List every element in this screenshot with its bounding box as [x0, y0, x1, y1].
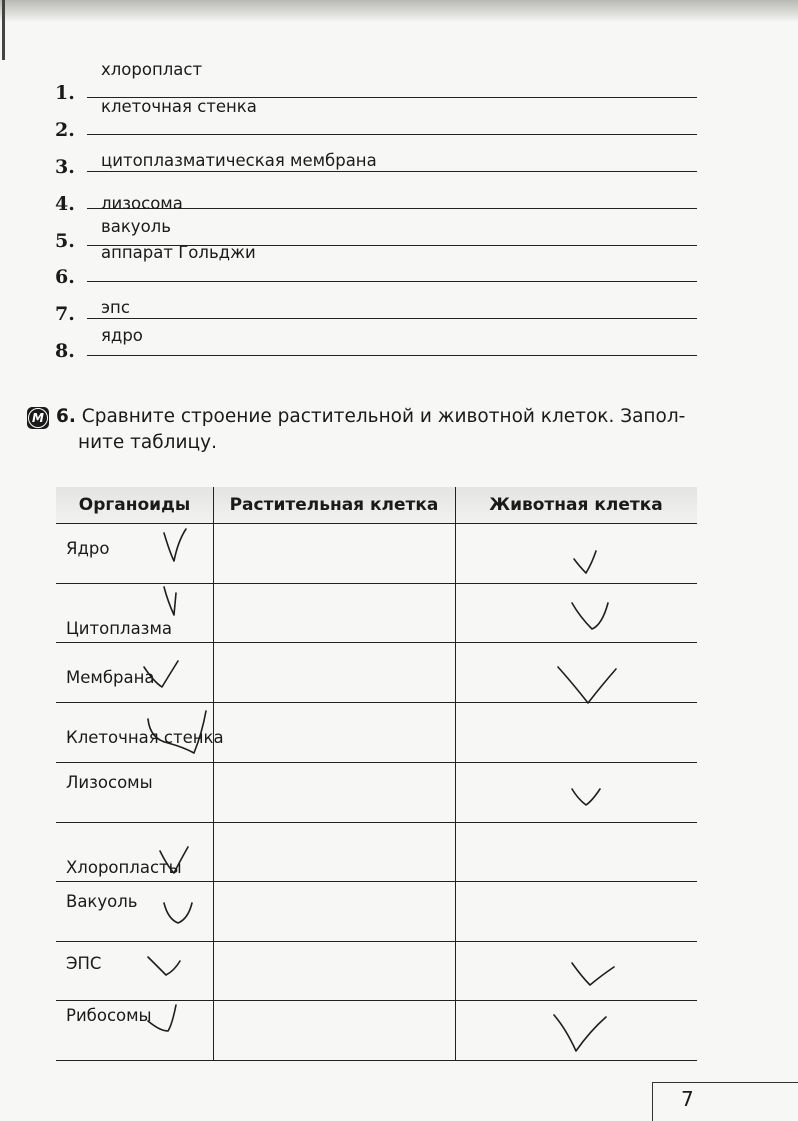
organoid-name: Вакуоль	[66, 892, 138, 911]
organoid-name: Мембрана	[66, 668, 155, 687]
checkmark-icon-animal	[572, 603, 608, 629]
handwritten-answer: аппарат Гольджи	[101, 243, 256, 262]
checkmark-icon-plant	[164, 903, 192, 923]
checkmark-icon-animal	[574, 551, 596, 573]
organoid-name: Хлоропласты	[66, 858, 182, 877]
item-number: 4.	[55, 193, 75, 215]
handwritten-answer: лизосома	[101, 194, 183, 213]
answer-line	[87, 318, 697, 319]
checkmark-icon-plant	[164, 529, 186, 561]
handwritten-answer: вакуоль	[101, 217, 171, 236]
answer-line	[87, 134, 697, 135]
item-number: 2.	[55, 119, 75, 141]
item-number: 5.	[55, 230, 75, 252]
header-plant-cell: Растительная клетка	[229, 495, 439, 515]
organoid-name: ЭПС	[66, 954, 102, 973]
list-item	[55, 326, 697, 362]
handwritten-answer: клеточная стенка	[101, 97, 257, 116]
checkmark-icon-plant	[148, 1005, 176, 1031]
list-item	[55, 216, 697, 252]
organoid-name: Рибосомы	[66, 1006, 152, 1025]
task-text-line2: ните таблицу.	[78, 432, 217, 453]
m-badge-icon: M	[27, 407, 49, 429]
checkmark-icon-animal	[572, 963, 614, 985]
handwritten-answer: эпс	[101, 298, 130, 317]
page-number: 7	[681, 1087, 694, 1111]
list-item	[55, 60, 697, 104]
list-item	[55, 142, 697, 178]
checkmark-icon-plant	[160, 847, 188, 873]
comparison-table	[56, 487, 697, 1061]
checkmark-icon-plant	[148, 957, 180, 975]
list-item	[55, 179, 697, 215]
item-number: 7.	[55, 303, 75, 325]
task-text-line1: Сравните строение растительной и животной клеток. Запол-	[81, 406, 686, 427]
answer-line	[87, 281, 697, 282]
list-item	[55, 289, 697, 325]
answer-line	[87, 171, 697, 172]
checkmark-icon-plant	[164, 587, 176, 615]
task-text	[56, 404, 706, 456]
organoid-name: Цитоплазма	[66, 619, 173, 638]
handwritten-answer: цитоплазматическая мембрана	[101, 151, 377, 170]
handwritten-answer: хлоропласт	[101, 60, 203, 79]
organoid-name: Лизосомы	[66, 773, 153, 792]
checkmark-icon-animal	[572, 789, 600, 805]
checkmark-icon-plant	[144, 661, 178, 687]
checkmark-icon-animal	[558, 667, 616, 703]
organoid-name: Клеточная стенка	[66, 728, 224, 747]
checkmark-icon-plant	[148, 711, 206, 753]
list-item	[55, 243, 697, 288]
list-item	[55, 97, 697, 141]
organoid-name: Ядро	[66, 539, 110, 558]
checkmarks-layer	[56, 487, 697, 1061]
item-number: 8.	[55, 340, 75, 362]
header-animal-cell: Животная клетка	[489, 495, 663, 515]
checkmark-icon-animal	[554, 1015, 606, 1051]
item-number: 3.	[55, 156, 75, 178]
task-number: 6.	[56, 406, 76, 427]
handwritten-answer: ядро	[101, 326, 143, 345]
answer-list	[0, 0, 798, 380]
answer-line	[87, 355, 697, 356]
item-number: 1.	[55, 82, 75, 104]
item-number: 6.	[55, 266, 75, 288]
header-organoids: Органоиды	[78, 495, 191, 515]
page-number-box	[652, 1082, 798, 1121]
